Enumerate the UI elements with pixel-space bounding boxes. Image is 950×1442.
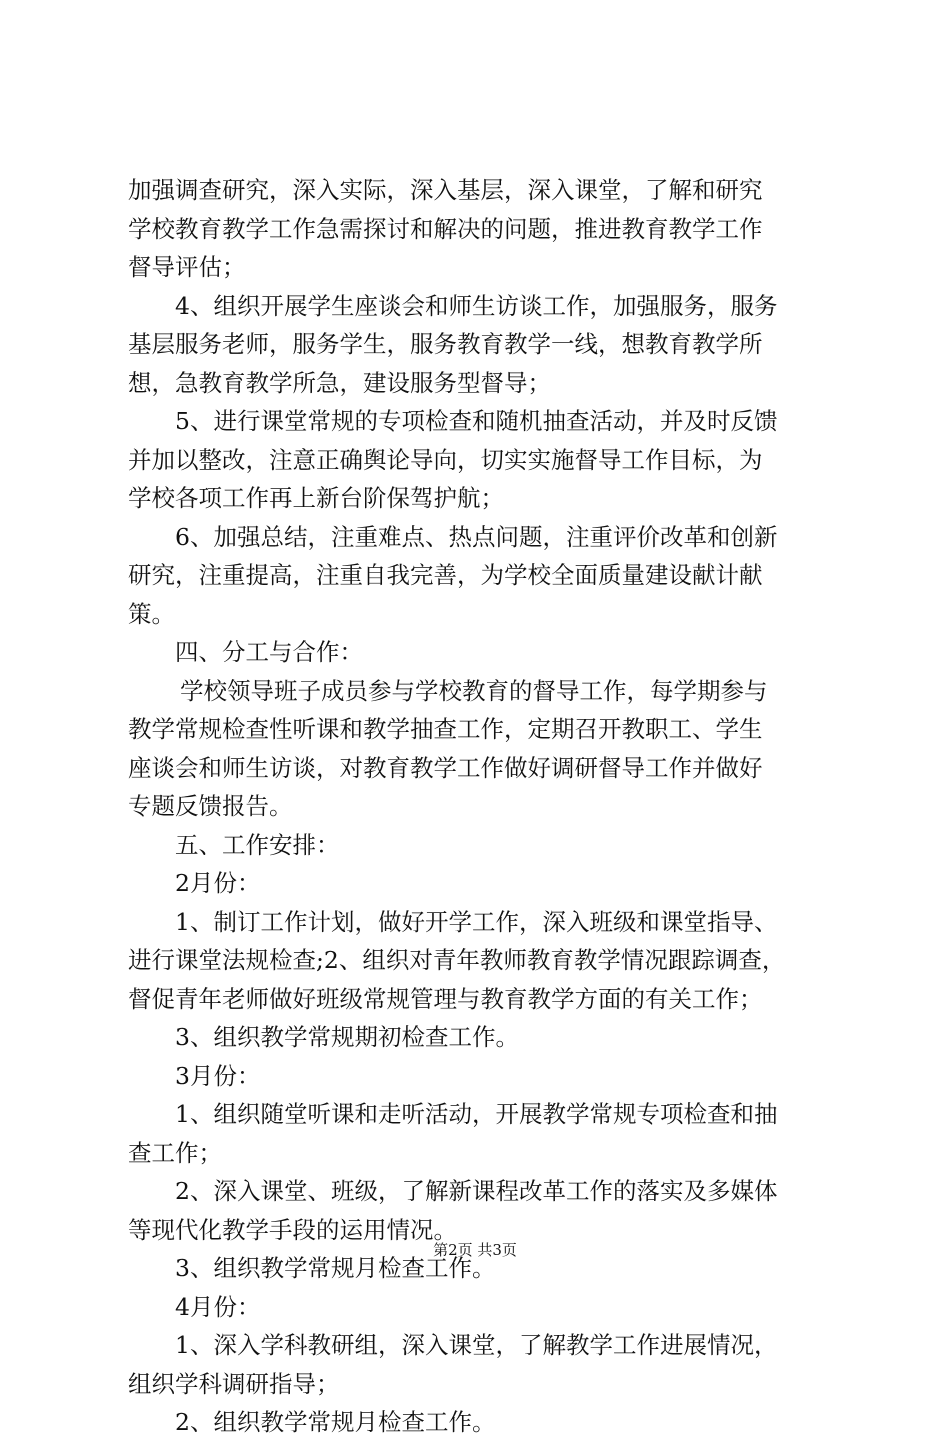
month-heading: 2月份： bbox=[175, 869, 261, 897]
text-line: 座谈会和师生访谈，对教育教学工作做好调研督导工作并做好 bbox=[128, 753, 763, 782]
text-line: 5、进行课堂常规的专项检查和随机抽查活动，并及时反馈 bbox=[175, 407, 778, 435]
text-line: 3、组织教学常规期初检查工作。 bbox=[175, 1023, 519, 1051]
text-line: 进行课堂法规检查;2、组织对青年教师教育教学情况跟踪调查， bbox=[128, 946, 786, 974]
month-heading: 3月份： bbox=[175, 1061, 261, 1090]
text-line: 2、深入课堂、班级，了解新课程改革工作的落实及多媒体 bbox=[175, 1177, 778, 1205]
text-line: 专题反馈报告。 bbox=[128, 792, 293, 820]
text-line: 督导评估； bbox=[128, 253, 246, 281]
text-line: 4、组织开展学生座谈会和师生访谈工作，加强服务，服务 bbox=[175, 291, 778, 320]
text-line: 1、制订工作计划，做好开学工作，深入班级和课堂指导、 bbox=[175, 907, 778, 936]
text-line: 组织学科调研指导； bbox=[128, 1369, 340, 1398]
month-heading: 4月份： bbox=[175, 1292, 261, 1321]
text-line: 学校教育教学工作急需探讨和解决的问题，推进教育教学工作 bbox=[128, 214, 763, 243]
text-line: 1、组织随堂听课和走听活动，开展教学常规专项检查和抽 bbox=[175, 1100, 778, 1128]
text-line: 1、深入学科教研组，深入课堂，了解教学工作进展情况， bbox=[175, 1331, 778, 1359]
text-line: 等现代化教学手段的运用情况。 bbox=[128, 1215, 457, 1244]
text-line: 3、组织教学常规月检查工作。 bbox=[175, 1254, 496, 1282]
text-line: 2、组织教学常规月检查工作。 bbox=[175, 1408, 496, 1436]
text-line: 基层服务老师，服务学生，服务教育教学一线，想教育教学所 bbox=[128, 330, 763, 358]
text-line: 研究，注重提高，注重自我完善，为学校全面质量建设献计献 bbox=[128, 561, 763, 589]
page-footer: 第2页 共3页 bbox=[433, 1241, 517, 1259]
text-line: 并加以整改，注意正确舆论导向，切实实施督导工作目标，为 bbox=[128, 445, 763, 474]
text-line: 策。 bbox=[128, 599, 175, 628]
text-line: 想，急教育教学所急，建设服务型督导； bbox=[128, 368, 551, 397]
section-heading: 五、工作安排： bbox=[175, 830, 340, 859]
text-line: 加强调查研究，深入实际，深入基层，深入课堂，了解和研究 bbox=[128, 176, 763, 204]
text-line: 查工作； bbox=[128, 1138, 222, 1167]
section-heading: 四、分工与合作： bbox=[175, 638, 363, 666]
text-line: 学校领导班子成员参与学校教育的督导工作，每学期参与 bbox=[180, 676, 768, 705]
text-line: 6、加强总结，注重难点、热点问题，注重评价改革和创新 bbox=[175, 522, 778, 551]
text-line: 督促青年老师做好班级常规管理与教育教学方面的有关工作； bbox=[128, 984, 763, 1013]
text-line: 教学常规检查性听课和教学抽查工作，定期召开教职工、学生 bbox=[128, 715, 763, 743]
text-line: 学校各项工作再上新台阶保驾护航； bbox=[128, 484, 504, 512]
